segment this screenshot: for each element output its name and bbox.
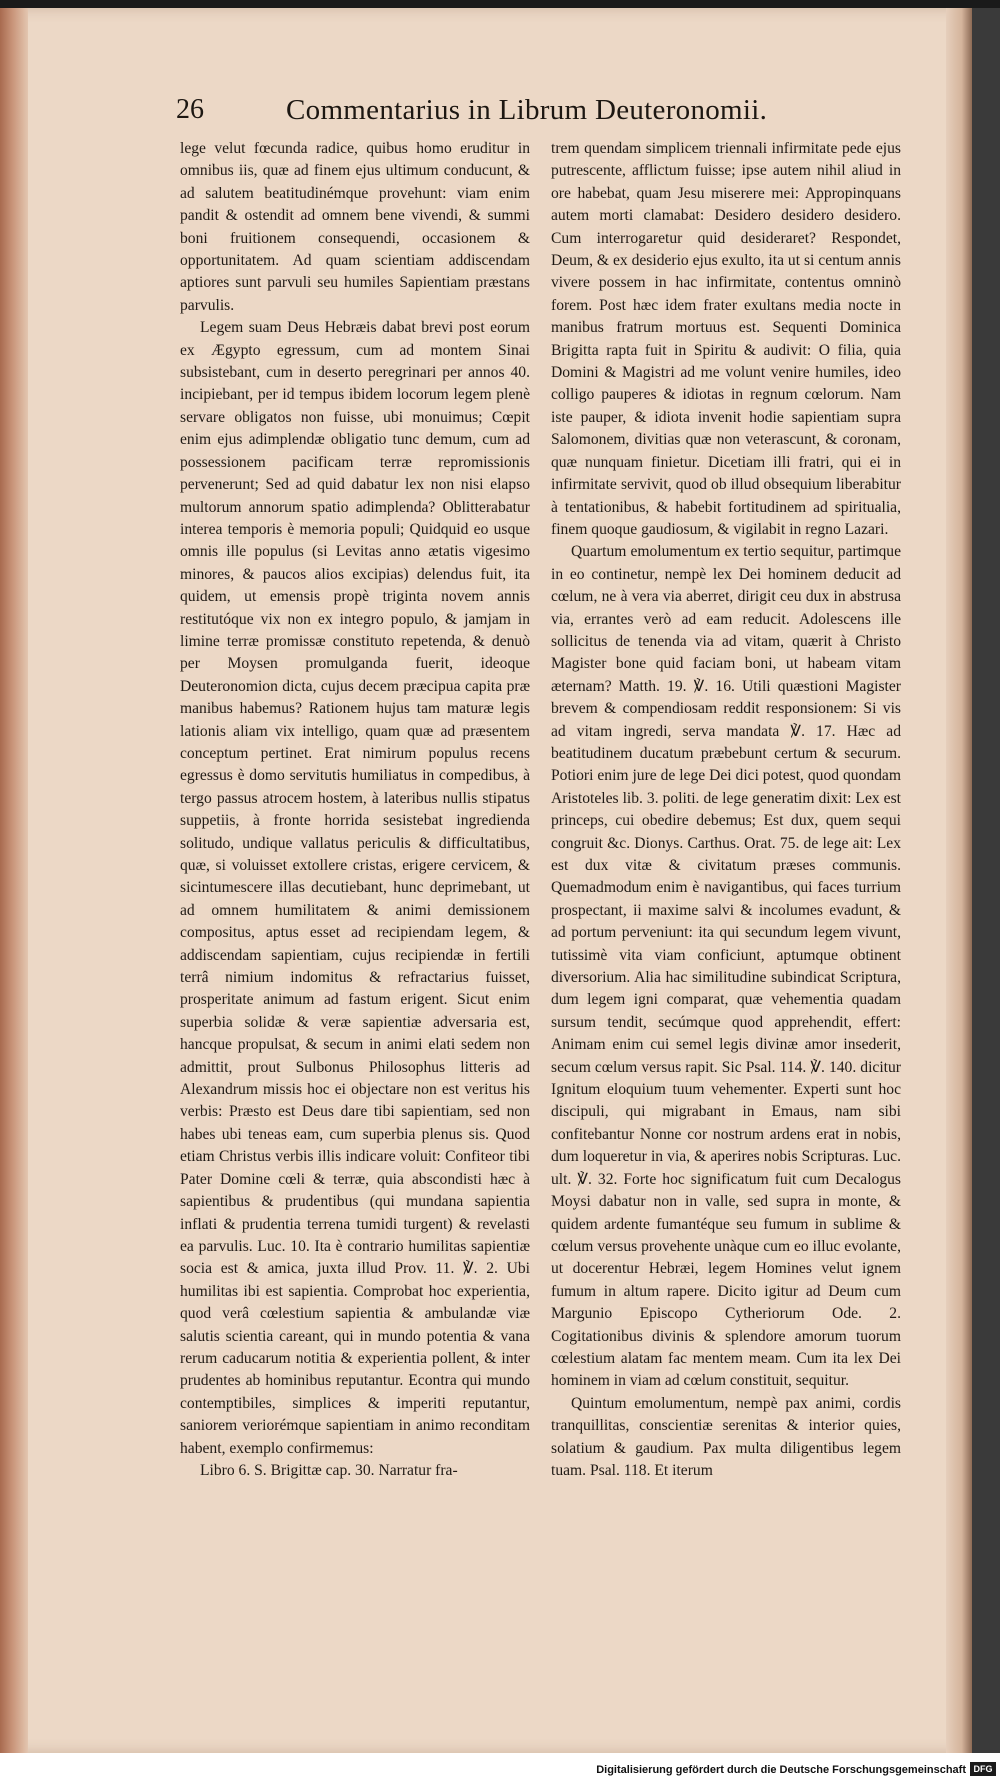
paragraph: Legem suam Deus Hebræis dabat brevi post eorum ex Ægypto egressum, cum ad montem Sinai subsistebant, cum in deserto peregrinari per annos 40. incipiebant, per id tempus ibidem locorum legem plenè servare obligatos non fuisse, ubi monuimus; Cœpit enim ejus adimplendæ obligatio tunc demum, cum ad possessionem pacificam terræ repromissionis pervenerunt; Sed ad quid dabatur lex non nisi elapso multorum annorum spatio adimplenda? Oblitterabatur interea temporis è memoria populi; Quidquid eo usque omnis ille populus (si Levitas anno ætatis vigesimo minores, & paucos alios excipias) delendus fuit, ita quidem, ut emensis propè triginta novem annis restitutóque vix non ex integro populo, & jamjam in limine terræ promissæ constituto repetenda, & denuò per Moysen promulganda fuerit, ideoque Deuteronomion dicta, cujus decem præcipua capita præ manibus habemus? Rationem hujus tam maturæ legis lationis aliam vix intelligo, quam quæ ad præsentem conceptum pertinet. Erat nimirum populus recens egressus è domo servitutis humiliatus in compedibus, à tergo passus atrocem hostem, à lateribus nullis stipatus suppetiis, à fronte horrida sesistebat ingredienda solitudo, undique vallatus periculis & difficultatibus, quæ, si voluisset extollere cristas, erigere cervicem, & sicintumescere illas decutiebant, hunc deprimebant, ut ad omnem humilitatem & animi demissionem compositus, aptus esset ad recipiendam legem, & addiscendam sapientiam, cujus recipiendæ in fertili terrâ nimium indomitus & refractarius fuisset, prosperitate animum ad fastum erigent. Sicut enim superbia solidæ & veræ sapientiæ adversaria est, hancque propulsat, & secum in animi elati sedem non admittit, prout Sulbonus Philosophus litteris ad Alexandrum missis hoc ei objectare non est veritus his verbis: Præsto est Deus dare tibi sapientiam, sed non habes ubi teneas eam, cum superbia plenus sis. Quod etiam Christus verbis illis indicare voluit: Confiteor tibi Pater Domine cœli & terræ, quia abscondisti hæc à sapientibus & prudentibus (qui mundana sapientia inflati & prudentia terrena tumidi turgent) & revelasti ea parvulis. Luc. 10. Ita è contrario humilitas sapientiæ socia est & amica, juxta illud Prov. 11. ℣. 2. Ubi humilitas ibi est sapientia. Comprobat hoc experientia, quod verâ cœlestium sapientia & ambulandæ viæ salutis scientia careant, qui in mundo potentia & vana rerum caducarum notitia & experientia pollent, & inter prudentes ab hominibus reputantur. Econtra qui mundo contemptibiles, simplices & imperiti reputantur, saniorem veriorémque sapientiam in animo reconditam habent, exemplo confirmemus: xyxy=(180,319,530,1457)
running-title: Commentarius in Librum Deuteronomii. xyxy=(286,94,768,126)
scan-background-strip xyxy=(972,8,1000,1753)
footer-bar xyxy=(0,1753,1000,1790)
paragraph: Libro 6. S. Brigittæ cap. 30. Narratur fra- xyxy=(200,1461,458,1479)
right-text-column xyxy=(551,138,901,1482)
paragraph: trem quendam simplicem triennali infirmitate pede ejus putrescente, afflictum fuisse; ipse autem nihil aliud in ore habebat, quam Jesu miserere mei: Appropinquans autem morti clamabat: Desidero desidero desidero. Cum interrogaretur quid desideraret? Respondet, Deum, & ex desiderio ejus exulto, ita ut si centum annis vivere possem in hac infirmitate, contentus omninò forem. Post hæc idem frater exultans media nocte in manibus fratrum mortuus est. Sequenti Dominica Brigitta rapta fuit in Spiritu & audivit: O filia, quia Domini & Magistri ad me volunt venire humiles, ideo colligo pauperes & idiotas in regnum cœlorum. Nam iste pauper, & idiota invenit hodie sapientiam supra Salomonem, divitias quæ non veterascunt, & coronam, quæ nunquam finietur. Dicetiam illi fratri, qui ei in infirmitate servivit, quod ob illud obsequium liberabitur à tentationibus, & habebit fortitudinem ad spiritualia, finem quoque gaudiosum, & vigilabit in regno Lazari. xyxy=(551,140,901,538)
dfg-logo-icon: DFG xyxy=(970,1762,996,1776)
page-header xyxy=(176,94,796,134)
paragraph: Quartum emolumentum ex tertio sequitur, partimque in eo continetur, nempè lex Dei hominem deducit ad cœlum, ne à vera via aberret, dirigit ceu dux in abstrusa via, errantes verò ad eam reducit. Adolescens ille sollicitus de tenenda via ad vitam, quærit à Christo Magister bone quid faciam boni, ut habeam vitam æternam? Matth. 19. ℣. 16. Utili quæstioni Magister brevem & compendiosam reddit responsionem: Si vis ad vitam ingredi, serva mandata ℣. 17. Hæc ad beatitudinem ducatum præbebunt certum & securum. Potiori enim jure de lege Dei dici potest, quod quondam Aristoteles lib. 3. politi. de lege generatim dixit: Lex est princeps, cui obedire debemus; Est dux, quem sequi congruit &c. Dionys. Carthus. Orat. 75. de lege ait: Lex est dux vitæ & civitatum præses communis. Quemadmodum enim è navigantibus, qui faces turrium prospectant, ii maxime salvi & incolumes evadunt, & ad portum perveniunt: ita qui secundum legem vivunt, tutissimè vita viam conficiunt, aptumque obtinent diversorium. Alia hac similitudine subindicat Scriptura, dum legem igni comparat, quæ vehementia quadam sursum tendit, secúmque quod apprehendit, effert: Animam enim cui semel legis divinæ amor insederit, secum cœlum versus rapit. Sic Psal. 114. ℣. 140. dicitur Ignitum eloquium tuum vehementer. Experti sunt hoc discipuli, qui migrabant in Emaus, nam sibi confitebantur Nonne cor nostrum ardens erat in nobis, dum loqueretur in via, & aperires nobis Scripturas. Luc. ult. ℣. 32. Forte hoc significatum fuit cum Decalogus Moysi dabatur non in valle, sed supra in monte, & quidem ardente fumantéque seu fumum in sublime & cœlum versus provehente unàque cum eo illuc evolante, ut docerentur Hebræi, legem Homines velut ignem fumum in altum rapere. Dicito igitur ad Deum cum Margunio Episcopo Cytheriorum Ode. 2. Cogitationibus divinis & splendore amorum tuorum cœlestium alatam fac mentem meam. Cum ita lex Dei hominem in viam ad cœlum constituit, sequitur. xyxy=(551,543,901,1390)
left-text-column xyxy=(180,138,530,1482)
page-edge xyxy=(0,8,28,1753)
page-gutter xyxy=(946,8,972,1753)
page-number: 26 xyxy=(176,94,204,125)
digitization-credit: Digitalisierung gefördert durch die Deutsche Forschungsgemeinschaft xyxy=(596,1764,966,1776)
paragraph: Quintum emolumentum, nempè pax animi, cordis tranquillitas, conscientiæ serenitas & interior quies, solatium & gaudium. Pax multa diligentibus legem tuam. Psal. 118. Et iterum xyxy=(551,1394,901,1479)
paragraph: lege velut fœcunda radice, quibus homo eruditur in omnibus iis, quæ ad finem ejus ultimum conducunt, & ad salutem beatitudinémque provehunt: viam enim pandit & ostendit ad omnem bene vivendi, & summi boni fruitionem consequendi, occasionem & opportunitatem. Ad quam scientiam addiscendam aptiores sunt parvuli seu humiles Sapientiam præstans parvulis. xyxy=(180,140,530,314)
